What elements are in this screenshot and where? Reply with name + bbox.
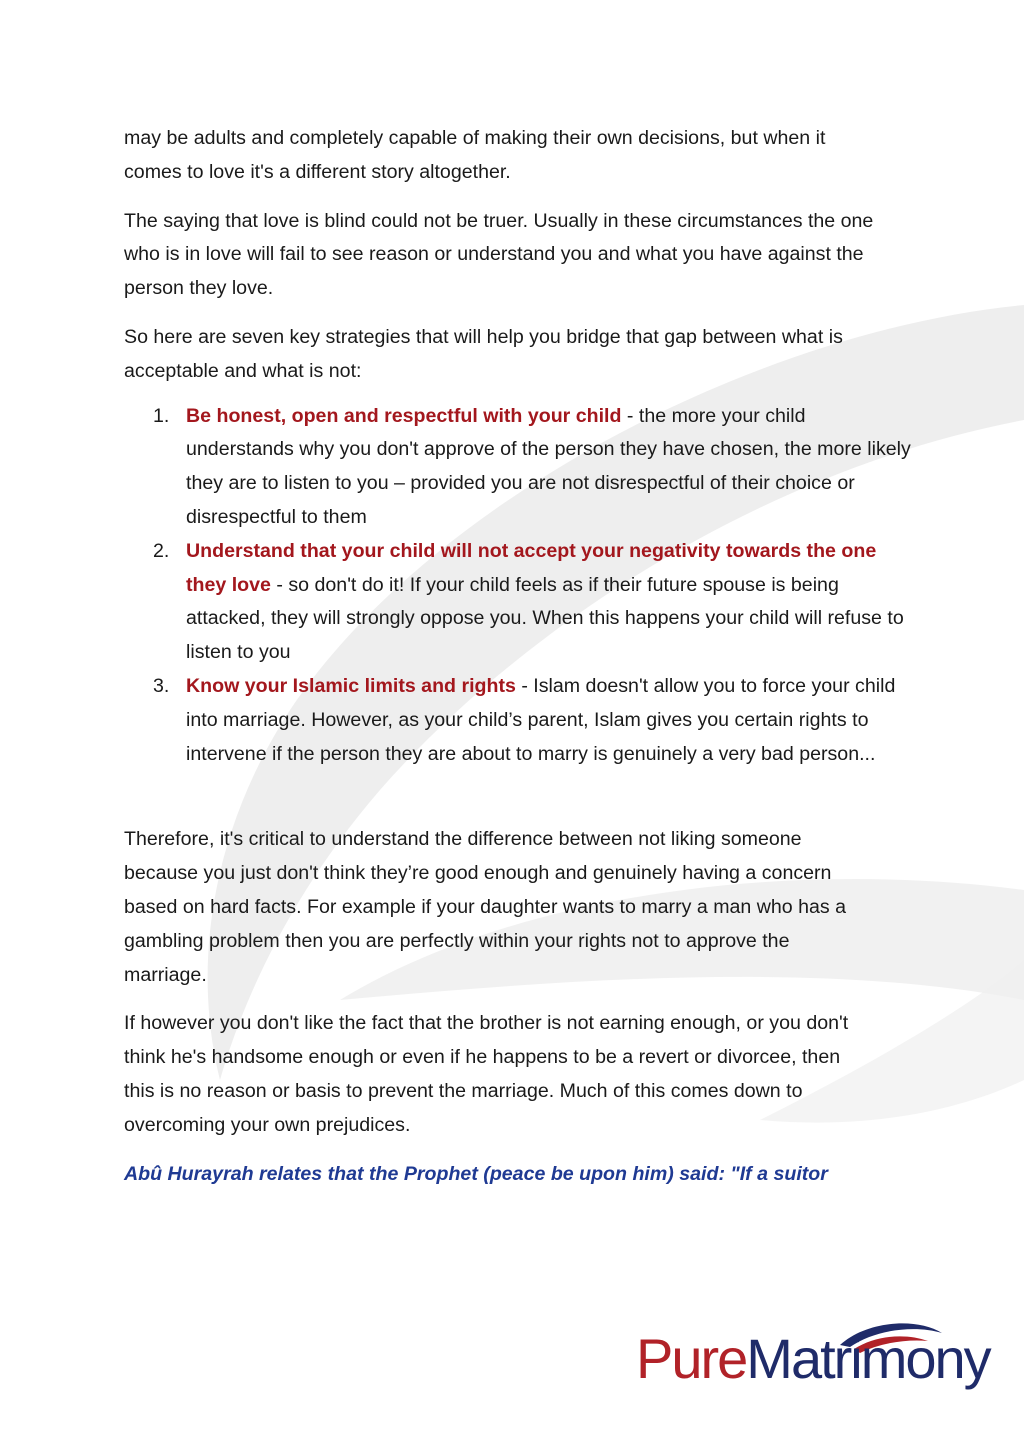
section-spacer (124, 771, 914, 823)
pure-matrimony-logo (636, 1315, 996, 1405)
strategy-heading: Understand that your child will not accept your negativity towards the one they love (186, 539, 877, 596)
intro-paragraph: may be adults and completely capable of making their own decisions, but when it comes to love it's a different story altogether. (124, 127, 826, 183)
strategy-item (186, 400, 914, 535)
strategy-heading: Be honest, open and respectful with your child (186, 404, 622, 427)
strategy-text: - the more your child understands why you don't approve of the person they have chosen, the more likely they are to listen to you – provided you are not disrespectful of their choice or disrespectful to them (186, 404, 911, 528)
logo-word-matrimony: Matrimony (746, 1327, 990, 1390)
body-paragraph: Therefore, it's critical to understand the difference between not liking someone because you just don't think they’re good enough and genuinely having a concern based on hard facts. For example if your daughter wants to marry a man who has a gambling problem then you are perfectly within your rights not to approve the marriage. (124, 828, 847, 986)
strategy-list (124, 400, 914, 772)
body-paragraph: The saying that love is blind could not be truer. Usually in these circumstances the one who is in love will fail to see reason or understand you and what you have against the person they love. (124, 209, 874, 300)
logo-wordmark (636, 1327, 990, 1391)
page-content (124, 122, 914, 1206)
body-paragraph: So here are seven key strategies that will help you bridge that gap between what is acceptable and what is not: (124, 325, 843, 382)
logo-word-pure: Pure (636, 1327, 747, 1390)
hadith-quote: Abû Hurayrah relates that the Prophet (peace be upon him) said: "If a suitor (124, 1162, 828, 1185)
strategy-item (186, 670, 914, 771)
body-paragraph: If however you don't like the fact that the brother is not earning enough, or you don't think he's handsome enough or even if he happens to be a revert or divorcee, then this is no reason or basis to prevent the marriage. Much of this comes down to overcoming your own prejudices. (124, 1012, 849, 1136)
strategy-item (186, 535, 914, 670)
strategy-text: - so don't do it! If your child feels as if their future spouse is being attacked, they will strongly oppose you. When this happens your child will refuse to listen to you (186, 573, 904, 664)
strategy-text: - Islam doesn't allow you to force your child into marriage. However, as your child’s parent, Islam gives you certain rights to intervene if the person they are about to marry is genuinely a very bad person... (186, 674, 896, 765)
strategy-heading: Know your Islamic limits and rights (186, 674, 516, 697)
